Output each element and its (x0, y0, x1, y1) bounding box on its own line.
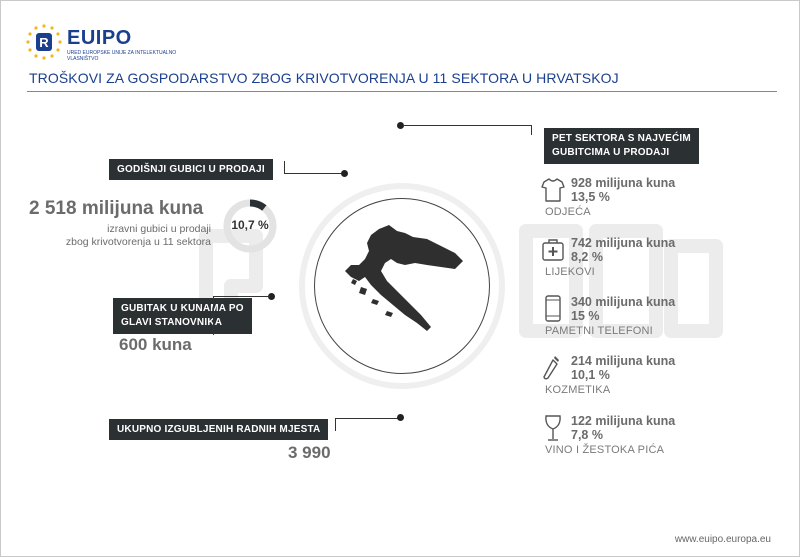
sector-name: LIJEKOVI (545, 266, 595, 278)
annual-losses-percent: 10,7 % (231, 218, 269, 232)
per-capita-label-line2: GLAVI STANOVNIKA (121, 317, 223, 328)
per-capita-connector (213, 296, 270, 335)
jobs-amount: 3 990 (288, 443, 331, 462)
smartphone-icon (541, 295, 565, 323)
sector-item (541, 414, 761, 472)
sector-percent: 8,2 % (571, 250, 603, 264)
sector-item (541, 354, 761, 412)
per-capita-label-line1: GUBITAK U KUNAMA PO (121, 303, 244, 314)
sectors-label-line2: GUBITCIMA U PRODAJI (552, 147, 670, 158)
sector-name: KOZMETIKA (545, 384, 611, 396)
sector-amount: 340 milijuna kuna (571, 295, 676, 309)
logo-subtitle: URED EUROPSKE UNIJE ZA INTELEKTUALNO VLASNIŠTVO (67, 50, 177, 62)
sector-percent: 10,1 % (571, 368, 610, 382)
eu-stars-icon (25, 23, 63, 61)
sectors-label-line1: PET SEKTORA S NAJVEĆIM (552, 133, 691, 144)
medical-kit-icon (541, 236, 565, 264)
sector-percent: 7,8 % (571, 428, 603, 442)
euipo-logo (25, 23, 185, 63)
sector-item (541, 295, 761, 353)
sector-values (571, 176, 675, 204)
sector-amount: 928 milijuna kuna (571, 176, 676, 190)
per-capita-amount: 600 kuna (119, 335, 192, 354)
sector-amount: 122 milijuna kuna (571, 414, 676, 428)
wine-glass-icon (541, 414, 565, 442)
annual-losses-connector-line (296, 173, 344, 174)
perfume-icon (541, 354, 565, 382)
sector-item (541, 236, 761, 294)
sector-amount: 742 milijuna kuna (571, 236, 676, 250)
annual-losses-amount: 2 518 milijuna kuna (29, 198, 204, 219)
jobs-dot (397, 414, 404, 421)
logo-brand: EUIPO (67, 27, 132, 49)
annual-losses-desc-1: izravni gubici u prodaji (107, 223, 211, 235)
sectors-label (544, 128, 699, 164)
svg-text:R: R (39, 35, 49, 50)
sector-values (571, 236, 675, 264)
sector-name: VINO I ŽESTOKA PIĆA (545, 444, 665, 456)
sector-percent: 13,5 % (571, 190, 610, 204)
sector-percent: 15 % (571, 309, 600, 323)
sector-name: ODJEĆA (545, 206, 591, 218)
croatia-map-icon (331, 219, 471, 339)
annual-losses-label: GODIŠNJI GUBICI U PRODAJI (109, 159, 273, 180)
title-divider (27, 91, 777, 92)
sector-values (571, 354, 675, 382)
sector-values (571, 414, 675, 442)
tshirt-icon (541, 176, 565, 204)
annual-losses-desc-2: zbog krivotvorenja u 11 sektora (65, 236, 211, 248)
sector-values (571, 295, 675, 323)
sector-amount: 214 milijuna kuna (571, 354, 676, 368)
sector-name: PAMETNI TELEFONI (545, 325, 653, 337)
jobs-connector (335, 418, 400, 431)
page-title: TROŠKOVI ZA GOSPODARSTVO ZBOG KRIVOTVORENJA U 11 SEKTORA U HRVATSKOJ (29, 70, 619, 86)
sector-item (541, 176, 761, 234)
annual-losses-dot (341, 170, 348, 177)
jobs-label: UKUPNO IZGUBLJENIH RADNIH MJESTA (109, 419, 328, 440)
footer-url[interactable]: www.euipo.europa.eu (674, 534, 771, 545)
sectors-connector (403, 125, 532, 135)
